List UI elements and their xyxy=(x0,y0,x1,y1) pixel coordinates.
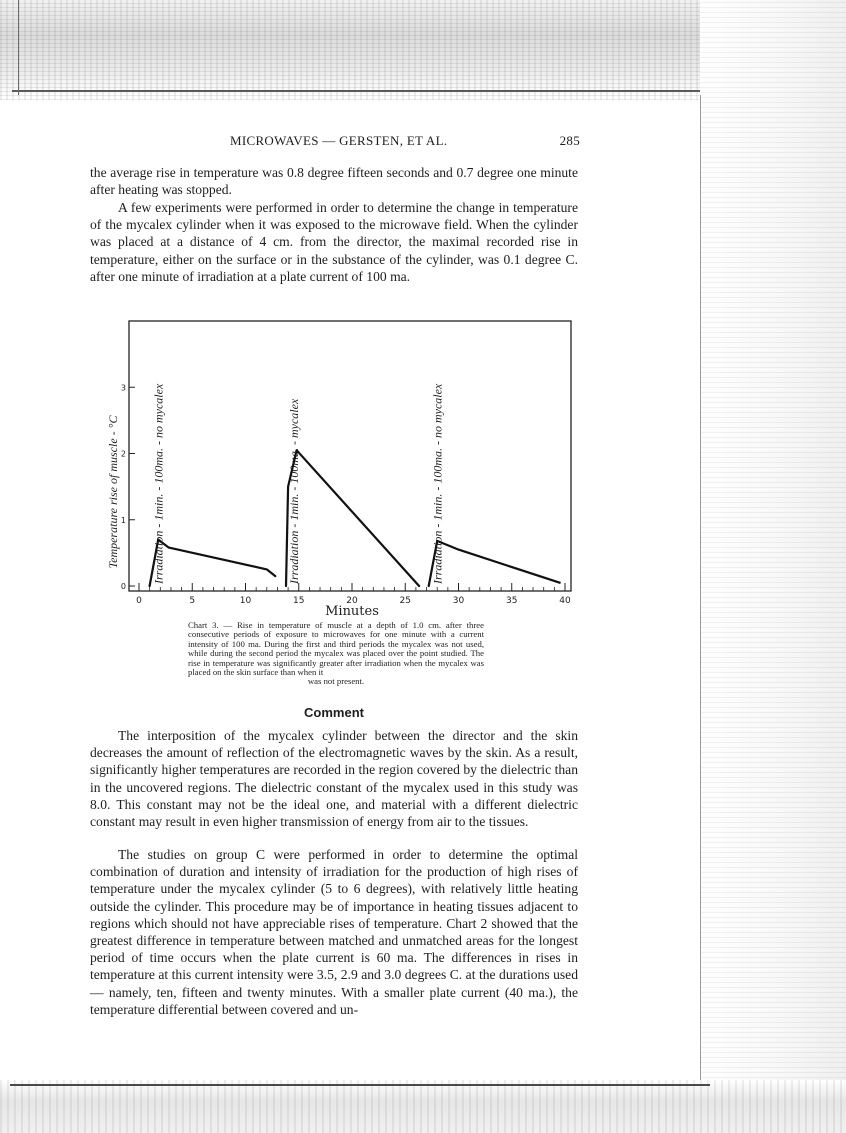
x-tick-label: 15 xyxy=(293,596,305,606)
x-axis-label: Minutes xyxy=(325,604,379,616)
chart-3 xyxy=(95,316,585,616)
scan-edge-line-left xyxy=(18,0,19,95)
x-tick-label: 40 xyxy=(559,596,571,606)
page-header xyxy=(230,133,580,153)
paragraph-continuation: the average rise in temperature was 0.8 degree fifteen seconds and 0.7 degree one minute after heating was stopped. xyxy=(90,165,578,198)
running-head: MICROWAVES — GERSTEN, ET AL. xyxy=(230,133,448,148)
x-tick-label: 30 xyxy=(452,596,465,606)
series-line-1 xyxy=(150,540,276,586)
y-tick-label: 0 xyxy=(120,582,126,591)
y-tick-label: 1 xyxy=(120,515,126,525)
section-heading-comment: Comment xyxy=(304,705,364,720)
y-tick-label: 2 xyxy=(120,449,126,459)
paragraph-mycalex-experiments: A few experiments were performed in order to determine the change in temperature of the mycalex cylinder when it was exposed to the microwave field. When the cylinder was placed at a distance of 4 cm. from the director, the maximal recorded rise in temperature, either on the surface or in the substance of the cylinder, was 0.1 degree C. after one minute of irradiation at a plate current of 100 ma. xyxy=(90,200,578,284)
scan-edge-line-top xyxy=(12,90,712,92)
paragraph-comment-1: The interposition of the mycalex cylinder between the director and the skin decreases the amount of reflection of the electromagnetic waves by the skin. As a result, significantly higher temperatures are recorded in the region covered by the dielectric than in the uncovered regions. The dielectric constant of the mycalex used in this study was 8.0. This constant may not be the ideal one, and material with a different dielectric constant may result in even higher transmission of energy from air to the tissues. xyxy=(90,728,578,830)
page-number: 285 xyxy=(559,133,580,148)
y-tick-label: 3 xyxy=(120,383,126,393)
irradiation-annotation: Irradiation - 1min. - 100ma. - no mycalex xyxy=(430,383,445,584)
chart-caption xyxy=(188,621,484,687)
y-axis-label: Temperature rise of muscle - °C xyxy=(106,415,120,569)
x-tick-label: 5 xyxy=(189,596,196,606)
scan-edge-line-right xyxy=(700,95,701,1095)
scan-border-bottom xyxy=(0,1080,846,1133)
x-tick-label: 20 xyxy=(346,596,358,606)
chart-frame xyxy=(129,321,571,591)
scan-edge-line-bottom xyxy=(10,1084,710,1086)
series-line-2 xyxy=(286,450,419,586)
caption-text: Chart 3. — Rise in temperature of muscle at a depth of 1.0 cm. after three consecutive periods of exposure to microwaves for one minute with a current intensity of 100 ma. During the first and third periods the mycalex was not used, while during the second period the mycalex was placed over the point studied. The rise in temperature was significantly greater after irradiation when the mycalex was placed on the skin surface than when it xyxy=(188,620,484,678)
series-line-3 xyxy=(429,541,560,586)
x-tick-label: 35 xyxy=(506,596,518,606)
caption-last-line: was not present. xyxy=(307,676,365,687)
paragraph-comment-2: The studies on group C were performed in order to determine the optimal combination of duration and intensity of irradiation for the production of high rises of temperature under the mycalex cylinder (5 to 6 degrees), with relatively little heating outside the cylinder. This procedure may be of importance in heating tissues adjacent to regions which should not have appreciable rises of temperature. Chart 2 showed that the greatest difference in temperature between matched and unmatched areas for the longest period of time occurs when the plate current is 60 ma. The differences in rises in temperature at this current intensity were 3.5, 2.9 and 3.0 degrees C. at the durations used — namely, ten, fifteen and twenty minutes. With a smaller plate current (40 ma.), the temperature differential between covered and un- xyxy=(90,847,578,1017)
irradiation-annotation: Irradiation - 1min. - 100ma. - no mycalex xyxy=(151,383,166,584)
x-tick-label: 25 xyxy=(399,596,411,606)
irradiation-annotation: Irradiation - 1min. - 100ma. - mycalex xyxy=(286,398,301,584)
scan-border-right xyxy=(700,0,846,1133)
x-tick-label: 10 xyxy=(239,596,252,606)
x-tick-label: 0 xyxy=(136,596,142,606)
